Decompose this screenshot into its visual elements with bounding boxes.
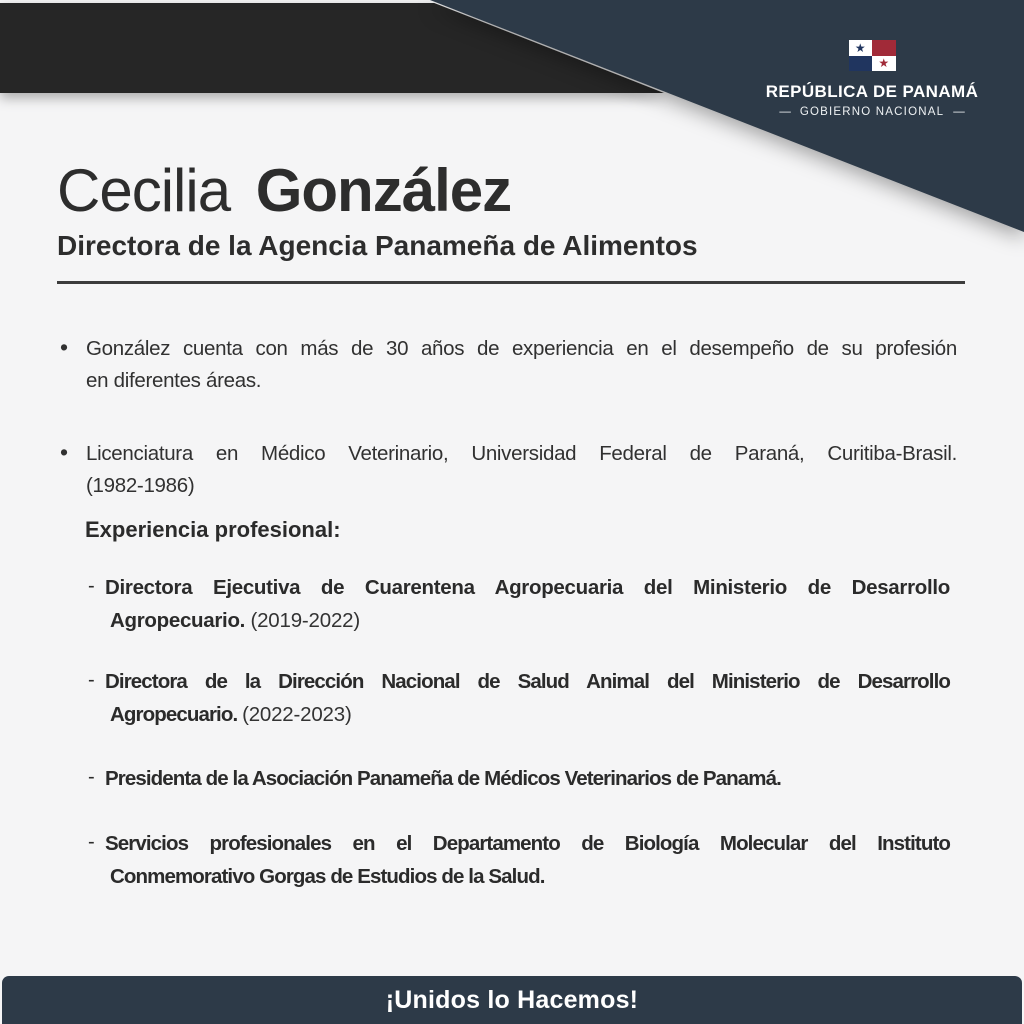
last-name: González: [255, 157, 512, 224]
bullet-education: [60, 438, 957, 502]
experience-role-end: Agropecuario.: [110, 609, 246, 632]
bullet-line: González cuenta con más de 30 años de experiencia en el desempeño de su profesión: [86, 337, 957, 360]
headline: [57, 157, 698, 263]
bullet-line: en diferentes áreas.: [86, 369, 262, 392]
republic-label: REPÚBLICA DE PANAMÁ: [765, 82, 979, 101]
footer-bar: [2, 976, 1022, 1024]
experience-item: [88, 665, 950, 731]
experience-period: (2019-2022): [250, 609, 360, 632]
experience-line: Servicios profesionales en el Departamento de Biología Molecular del Instituto: [105, 832, 950, 855]
experience-role-end: Agropecuario.: [110, 703, 238, 726]
bullet-line: Licenciatura en Médico Veterinario, Universidad Federal de Paraná, Curitiba-Brasil.: [86, 442, 957, 465]
experience-period: (2022-2023): [242, 703, 352, 726]
slogan-text: ¡Unidos lo Hacemos!: [385, 985, 639, 1014]
flag-quadrant-white-red-star: [872, 56, 896, 72]
left-dash: —: [779, 106, 791, 118]
bullet-experience-summary: [60, 333, 957, 397]
flag-quadrant-red: [872, 40, 896, 56]
experience-line: Directora Ejecutiva de Cuarentena Agropecuaria del Ministerio de Desarrollo: [105, 576, 950, 599]
government-logo: [760, 40, 984, 118]
experience-line: Conmemorativo Gorgas de Estudios de la Salud.: [110, 865, 545, 888]
blue-star-icon: ★: [854, 40, 866, 55]
experience-heading: Experiencia profesional:: [85, 517, 341, 542]
dash-marker: -: [88, 575, 95, 597]
experience-line: Presidenta de la Asociación Panameña de Médicos Veterinarios de Panamá.: [105, 767, 781, 790]
bullet-marker: •: [60, 334, 68, 360]
panama-flag-icon: [849, 40, 896, 71]
divider-line: [57, 281, 965, 284]
bullet-line: (1982-1986): [86, 474, 195, 497]
dash-marker: -: [88, 831, 94, 853]
flag-quadrant-white-blue-star: [849, 40, 873, 56]
person-name: [57, 157, 698, 224]
experience-item: [88, 571, 950, 637]
experience-line: Directora de la Dirección Nacional de Salud Animal del Ministerio de Desarrollo: [105, 670, 950, 693]
experience-item: [88, 762, 950, 795]
flag-quadrant-blue: [849, 56, 873, 72]
experience-item: [88, 827, 950, 893]
government-label-line: [760, 106, 984, 118]
red-star-icon: ★: [878, 56, 890, 71]
experience-line: [105, 698, 950, 731]
dash-marker: -: [88, 766, 94, 788]
bullet-marker: •: [60, 439, 68, 465]
right-dash: —: [953, 106, 965, 118]
first-name: Cecilia: [57, 157, 231, 224]
dash-marker: -: [88, 669, 94, 691]
experience-line: [105, 604, 950, 637]
government-label: GOBIERNO NACIONAL: [799, 106, 945, 118]
person-role: Directora de la Agencia Panameña de Alimentos: [57, 230, 698, 261]
